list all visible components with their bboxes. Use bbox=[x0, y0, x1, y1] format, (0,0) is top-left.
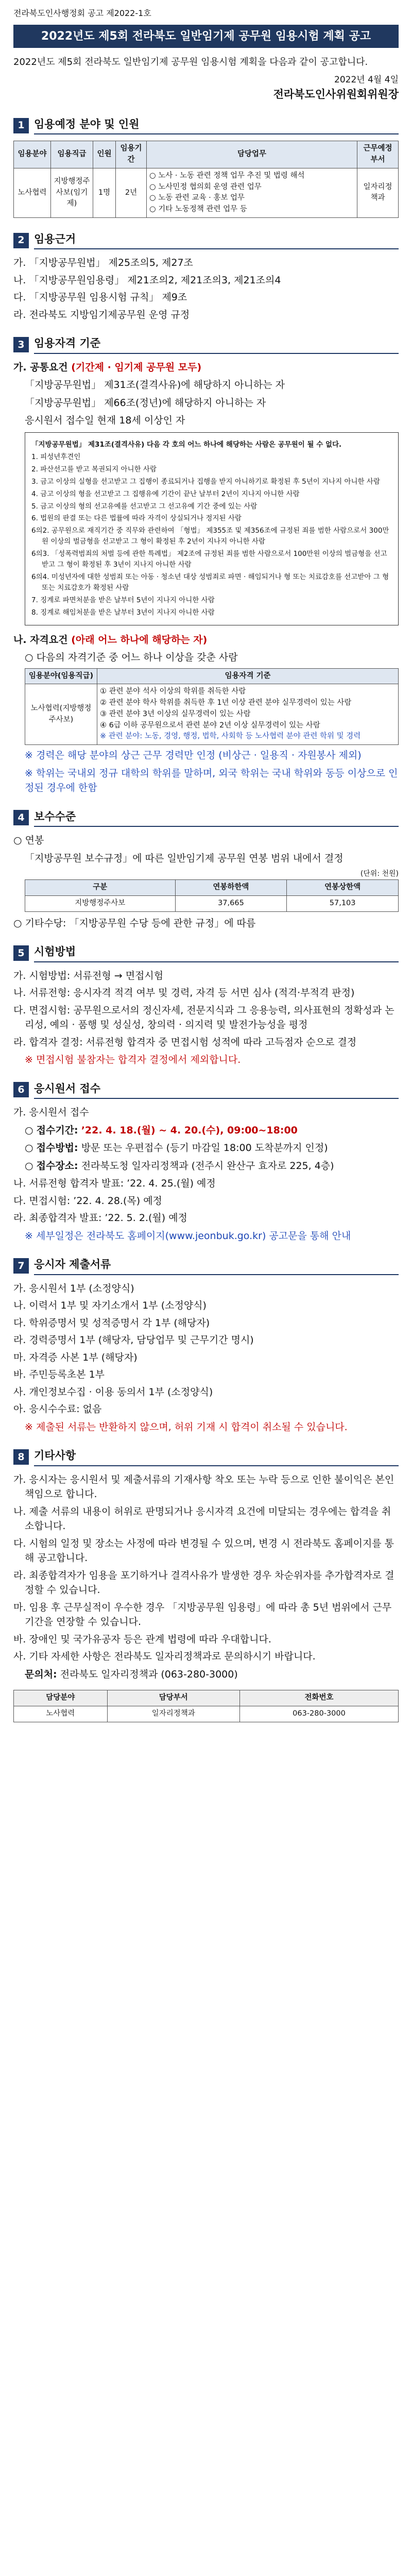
section-header bbox=[13, 231, 399, 250]
disqualification-item: 2. 파산선고를 받고 복권되지 아니한 사람 bbox=[31, 465, 157, 473]
table-header: 임용분야 bbox=[14, 141, 51, 168]
section-header bbox=[13, 1257, 399, 1275]
table-header-row bbox=[14, 141, 399, 168]
etc-item: 사. 기타 자세한 사항은 전라북도 일자리정책과로 문의하시기 바랍니다. bbox=[13, 1651, 316, 1663]
specific-intro: ○ 다음의 자격기준 중 어느 하나 이상을 갖춘 사람 bbox=[25, 652, 238, 664]
table-header: 임용직급 bbox=[51, 141, 93, 168]
common-requirement: 「지방공무원법」 제66조(정년)에 해당하지 아니하는 자 bbox=[25, 397, 266, 409]
common-requirements-title: 가. 공통요건 (기간제 · 임기제 공무원 모두) bbox=[13, 361, 202, 373]
table-header: 담당분야 bbox=[14, 1690, 108, 1706]
document-item: 나. 이력서 1부 및 자기소개서 1부 (소정양식) bbox=[13, 1300, 207, 1312]
table-header-row bbox=[25, 880, 399, 896]
table-header: 근무예정부서 bbox=[357, 141, 399, 168]
contact-phone-cell: 063-280-3000 bbox=[239, 1706, 398, 1722]
application-period: ○ 접수기간: ’22. 4. 18.(월) ~ 4. 20.(수), 09:00~18:00 bbox=[25, 1124, 298, 1136]
positions-table bbox=[13, 141, 399, 218]
legal-basis-item: 다. 「지방공무원 임용시험 규칙」 제9조 bbox=[13, 292, 187, 303]
field-cell: 노사협력 bbox=[14, 168, 51, 217]
exam-item: 라. 합격자 결정: 서류전형 합격자 중 면접시험 성적에 따라 고득점자 순으로 결정 bbox=[13, 1036, 357, 1048]
disqualification-item: 5. 금고 이상의 형의 선고유예를 선고받고 그 선고유예 기간 중에 있는 사람 bbox=[31, 502, 258, 511]
criteria-item: ② 관련 분야 학사 학위를 취득한 후 1년 이상 관련 분야 실무경력이 있는 사람 bbox=[100, 699, 352, 707]
section-number: 6 bbox=[13, 1082, 29, 1097]
disqualification-item: 8. 징계로 해임처분을 받은 날부터 3년이 지나지 아니한 사람 bbox=[31, 608, 215, 617]
disqualification-box bbox=[25, 432, 399, 625]
etc-item: 바. 장애인 및 국가유공자 등은 관계 법령에 따라 우대합니다. bbox=[13, 1633, 271, 1645]
notice-date: 2022년 4월 4일 bbox=[334, 74, 399, 85]
document-note: ※ 제출된 서류는 반환하지 않으며, 허위 기재 시 합격이 취소될 수 있습니다. bbox=[25, 1421, 348, 1433]
table-header: 연봉하한액 bbox=[175, 880, 287, 896]
table-row bbox=[25, 895, 399, 911]
notice-number: 전라북도인사행정회 공고 제2022-1호 bbox=[13, 8, 151, 18]
disqualification-item: 6의4. 미성년자에 대한 성범죄 또는 아동 · 청소년 대상 성범죄로 파면 · 해임되거나 형 또는 치료감호를 선고받아 그 형 또는 치료감호가 확정된 사람 bbox=[31, 573, 389, 592]
disqualification-item: 4. 금고 이상의 형을 선고받고 그 집행유예 기간이 끝난 날부터 2년이 지나지 아니한 사람 bbox=[31, 489, 300, 498]
contact-dept-cell: 일자리정책과 bbox=[107, 1706, 239, 1722]
duty-item: ○ 노사민정 협의회 운영 관련 업무 bbox=[149, 182, 262, 191]
application-intro: 가. 응시원서 접수 bbox=[13, 1107, 89, 1118]
section-header bbox=[13, 335, 399, 354]
common-requirement: 「지방공무원법」 제31조(결격사유)에 해당하지 아니하는 자 bbox=[25, 379, 285, 391]
section-title: 기타사항 bbox=[34, 1448, 399, 1466]
etc-item: 나. 제출 서류의 내용이 허위로 판명되거나 응시자격 요건에 미달되는 경우에는 합격을 취소합니다. bbox=[13, 1505, 391, 1532]
section-header bbox=[13, 809, 399, 827]
criteria-item: ① 관련 분야 석사 이상의 학위를 취득한 사람 bbox=[100, 687, 246, 696]
section-number: 5 bbox=[13, 945, 29, 961]
salary-min-cell: 37,665 bbox=[175, 895, 287, 911]
table-header: 전화번호 bbox=[239, 1690, 398, 1706]
salary-intro: ○ 연봉 bbox=[13, 835, 44, 846]
schedule-item: 다. 면접시험: ’22. 4. 28.(목) 예정 bbox=[13, 1195, 162, 1207]
specific-requirements-title: 나. 자격요건 (아래 어느 하나에 해당하는 자) bbox=[13, 634, 208, 646]
section-number: 2 bbox=[13, 233, 29, 248]
common-requirement: 응시원서 접수일 현재 18세 이상인 자 bbox=[25, 415, 185, 427]
exam-note: ※ 면접시험 불참자는 합격자 결정에서 제외합니다. bbox=[25, 1054, 241, 1066]
table-header: 임용분야(임용직급) bbox=[25, 668, 97, 684]
section-header bbox=[13, 1448, 399, 1466]
criteria-note: ※ 관련 분야: 노동, 경영, 행정, 법학, 사회학 등 노사협력 분야 관련 학위 및 경력 bbox=[100, 732, 361, 741]
document-item: 다. 학위증명서 및 성적증명서 각 1부 (해당자) bbox=[13, 1317, 210, 1329]
qualification-note: ※ 경력은 해당 분야의 상근 근무 경력만 인정 (비상근 · 일용직 · 자원봉사 제외) bbox=[25, 750, 362, 761]
period-cell: 2년 bbox=[116, 168, 147, 217]
disqualification-item: 6의3. 「성폭력범죄의 처벌 등에 관한 특례법」 제2조에 규정된 죄를 범한 사람으로서 100만원 이상의 벌금형을 선고받고 그 형이 확정된 후 3년이 지나지 아니한 사람 bbox=[31, 550, 387, 569]
table-header-row bbox=[25, 668, 399, 684]
contact-table bbox=[13, 1690, 399, 1722]
legal-basis-item: 가. 「지방공무원법」 제25조의5, 제27조 bbox=[13, 257, 193, 269]
salary-max-cell: 57,103 bbox=[287, 895, 399, 911]
section-header bbox=[13, 944, 399, 962]
salary-table bbox=[25, 879, 399, 912]
duty-item: ○ 노사 · 노동 관련 정책 업무 추진 및 법령 해석 bbox=[149, 171, 305, 180]
salary-note: ○ 기타수당: 「지방공무원 수당 등에 관한 규정」에 따름 bbox=[13, 917, 256, 929]
qualification-note: ※ 학위는 국내외 정규 대학의 학위를 말하며, 외국 학위는 국내 학위와 동등 이상으로 인정된 경우에 한함 bbox=[25, 767, 398, 794]
section-number: 8 bbox=[13, 1449, 29, 1465]
count-cell: 1명 bbox=[93, 168, 116, 217]
dept-cell: 일자리정책과 bbox=[357, 168, 399, 217]
table-row bbox=[25, 684, 399, 745]
table-header: 담당업무 bbox=[147, 141, 357, 168]
etc-item: 마. 임용 후 근무실적이 우수한 경우 「지방공무원 임용령」에 따라 총 5년 범위에서 근무기간을 연장할 수 있습니다. bbox=[13, 1601, 392, 1628]
grade-cell: 지방행정주사보 bbox=[25, 895, 176, 911]
application-place: ○ 접수장소: 전라북도청 일자리정책과 (전주시 완산구 효자로 225, 4층) bbox=[25, 1160, 334, 1172]
contact-field-cell: 노사협력 bbox=[14, 1706, 108, 1722]
schedule-note: ※ 세부일정은 전라북도 홈페이지(www.jeonbuk.go.kr) 공고문을 통해 안내 bbox=[25, 1230, 351, 1242]
disqualification-item: 3. 금고 이상의 실형을 선고받고 그 집행이 종료되거나 집행을 받지 아니하기로 확정된 후 5년이 지나지 아니한 사람 bbox=[31, 477, 380, 486]
issuing-org: 전라북도인사위원회위원장 bbox=[273, 88, 399, 101]
criteria-item: ④ 6급 이하 공무원으로서 관련 분야 2년 이상 실무경력이 있는 사람 bbox=[100, 721, 320, 730]
schedule-item: 나. 서류전형 합격자 발표: ’22. 4. 25.(월) 예정 bbox=[13, 1178, 216, 1190]
section-title: 임용예정 분야 및 인원 bbox=[34, 116, 399, 135]
grade-cell: 지방행정주사보(임기제) bbox=[51, 168, 93, 217]
disqualification-item: 1. 피성년후견인 bbox=[31, 452, 81, 461]
section-title: 응시자 제출서류 bbox=[34, 1257, 399, 1275]
etc-item: 다. 시험의 일정 및 장소는 사정에 따라 변경될 수 있으며, 변경 시 전라북도 홈페이지를 통해 공고합니다. bbox=[13, 1537, 394, 1564]
salary-desc: 「지방공무원 보수규정」에 따른 일반임기제 공무원 연봉 범위 내에서 결정 bbox=[25, 852, 344, 864]
notice-intro: 2022년도 제5회 전라북도 일반임기제 공무원 임용시험 계획을 다음과 같이 공고합니다. bbox=[13, 57, 368, 67]
duty-item: ○ 노동 관련 교육 · 홍보 업무 bbox=[149, 194, 245, 202]
document-item: 라. 경력증명서 1부 (해당자, 담당업무 및 근무기간 명시) bbox=[13, 1334, 254, 1346]
section-title: 보수수준 bbox=[34, 809, 399, 827]
table-header: 임용자격 기준 bbox=[97, 668, 399, 684]
duty-item: ○ 기타 노동정책 관련 업무 등 bbox=[149, 205, 247, 214]
section-number: 1 bbox=[13, 118, 29, 133]
document-item: 바. 주민등록초본 1부 bbox=[13, 1369, 105, 1381]
criteria-cell bbox=[97, 684, 399, 745]
section-number: 3 bbox=[13, 337, 29, 352]
table-header-row bbox=[14, 1690, 399, 1706]
exam-item: 다. 면접시험: 공무원으로서의 정신자세, 전문지식과 그 응용능력, 의사표현의 정확성과 논리성, 예의 · 품행 및 성실성, 창의력 · 의지력 및 발전가능성을 평정 bbox=[13, 1004, 394, 1031]
section-title: 임용근거 bbox=[34, 231, 399, 250]
disqualification-item: 6의2. 공무원으로 재직기간 중 직무와 관련하여 「형법」 제355조 및 제356조에 규정된 죄를 범한 사람으로서 300만원 이상의 벌금형을 선고받고 그 형이 확정된 후 2년이 지나지 아니한 사람 bbox=[31, 527, 389, 546]
section-header bbox=[13, 1081, 399, 1099]
disqualification-title: 「지방공무원법」 제31조(결격사유) 다음 각 호의 어느 하나에 해당하는 사람은 공무원이 될 수 없다. bbox=[31, 440, 342, 449]
qualification-table bbox=[25, 668, 399, 745]
legal-basis-item: 나. 「지방공무원임용령」 제21조의2, 제21조의3, 제21조의4 bbox=[13, 274, 281, 286]
section-title: 시험방법 bbox=[34, 944, 399, 962]
disqualification-item: 6. 법원의 판결 또는 다른 법률에 따라 자격이 상실되거나 정지된 사람 bbox=[31, 514, 242, 523]
section-title: 응시원서 접수 bbox=[34, 1081, 399, 1099]
table-header: 임용기간 bbox=[116, 141, 147, 168]
section-number: 4 bbox=[13, 810, 29, 825]
field-cell: 노사협력(지방행정주사보) bbox=[25, 684, 97, 745]
application-method: ○ 접수방법: 방문 또는 우편접수 (등기 마감일 18:00 도착분까지 인정) bbox=[25, 1142, 328, 1154]
document-item: 가. 응시원서 1부 (소정양식) bbox=[13, 1282, 134, 1294]
notice-title: 2022년도 제5회 전라북도 일반임기제 공무원 임용시험 계획 공고 bbox=[13, 25, 399, 48]
table-header: 연봉상한액 bbox=[287, 880, 399, 896]
duties-cell bbox=[147, 168, 357, 217]
disqualification-item: 7. 징계로 파면처분을 받은 날부터 5년이 지나지 아니한 사람 bbox=[31, 596, 215, 604]
document-item: 마. 자격증 사본 1부 (해당자) bbox=[13, 1351, 138, 1363]
table-header: 구분 bbox=[25, 880, 176, 896]
document-item: 사. 개인정보수집 · 이용 동의서 1부 (소정양식) bbox=[13, 1386, 213, 1398]
table-header: 담당부서 bbox=[107, 1690, 239, 1706]
section-number: 7 bbox=[13, 1258, 29, 1274]
table-row bbox=[14, 1706, 399, 1722]
etc-item: 가. 응시자는 응시원서 및 제출서류의 기재사항 착오 또는 누락 등으로 인한 불이익은 본인 책임으로 합니다. bbox=[13, 1473, 394, 1500]
document-item: 아. 응시수수료: 없음 bbox=[13, 1403, 102, 1415]
salary-unit: (단위: 천원) bbox=[360, 870, 399, 878]
schedule-item: 라. 최종합격자 발표: ’22. 5. 2.(월) 예정 bbox=[13, 1212, 187, 1224]
table-row bbox=[14, 168, 399, 217]
exam-item: 나. 서류전형: 응시자격 적격 여부 및 경력, 자격 등 서면 심사 (적격·부적격 판정) bbox=[13, 987, 355, 999]
criteria-item: ③ 관련 분야 3년 이상의 실무경력이 있는 사람 bbox=[100, 709, 251, 718]
section-title: 임용자격 기준 bbox=[34, 335, 399, 354]
exam-item: 가. 시험방법: 서류전형 → 면접시험 bbox=[13, 970, 164, 981]
etc-item: 라. 최종합격자가 임용을 포기하거나 결격사유가 발생한 경우 차순위자를 추가합격자로 결정할 수 있습니다. bbox=[13, 1569, 394, 1596]
legal-basis-item: 라. 전라북도 지방임기제공무원 운영 규정 bbox=[13, 309, 190, 320]
contact-line: 문의처: 전라북도 일자리정책과 (063-280-3000) bbox=[25, 1668, 238, 1680]
table-header: 인원 bbox=[93, 141, 116, 168]
section-header bbox=[13, 116, 399, 135]
